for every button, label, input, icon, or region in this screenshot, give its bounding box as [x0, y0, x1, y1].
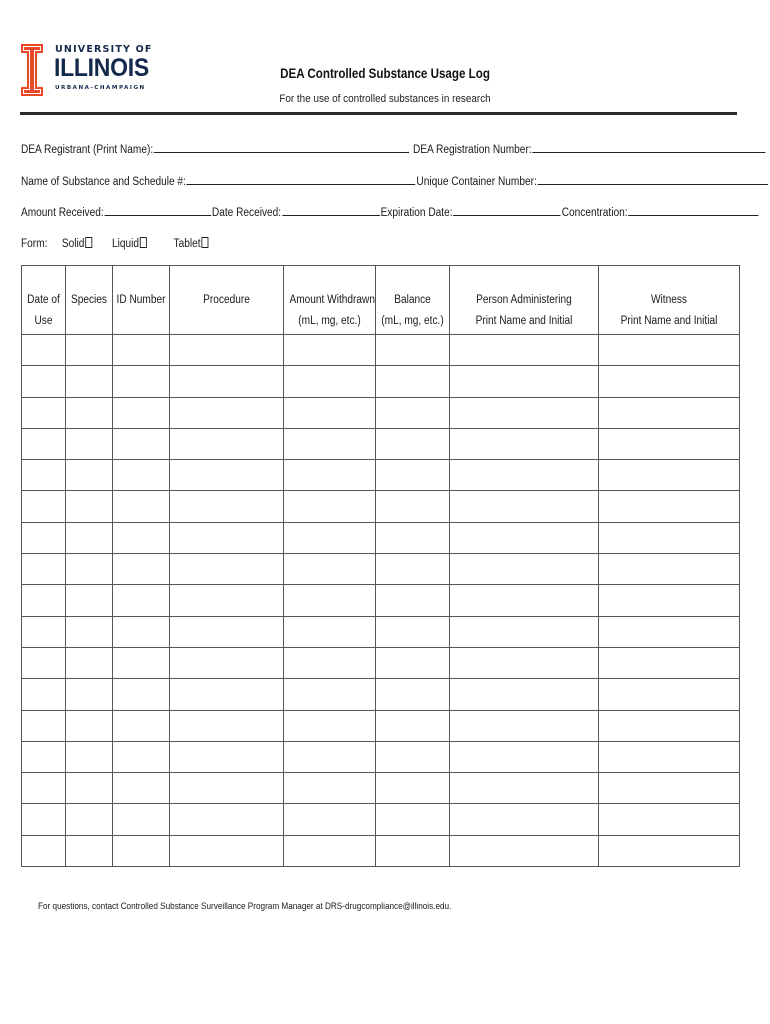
table-cell[interactable] [22, 710, 66, 741]
expiration-label: Expiration Date: [380, 207, 453, 219]
table-cell[interactable] [450, 491, 599, 522]
table-cell[interactable] [22, 616, 66, 647]
table-cell[interactable] [113, 397, 170, 428]
table-cell[interactable] [450, 428, 599, 459]
table-cell[interactable] [284, 585, 376, 616]
substance-label: Name of Substance and Schedule #: [21, 176, 186, 188]
table-cell[interactable] [376, 554, 450, 585]
table-cell[interactable] [376, 460, 450, 491]
table-cell[interactable] [170, 460, 284, 491]
table-cell[interactable] [66, 460, 113, 491]
header-person-administering: Person Administering Print Name and Initial [450, 266, 599, 335]
table-row [22, 679, 740, 710]
header-date-of-use: Date of Use [22, 266, 66, 335]
table-cell[interactable] [599, 679, 740, 710]
table-row [22, 491, 740, 522]
table-cell[interactable] [66, 804, 113, 835]
table-cell[interactable] [66, 773, 113, 804]
table-cell[interactable] [22, 804, 66, 835]
table-cell[interactable] [284, 741, 376, 772]
document-title: DEA Controlled Substance Usage Log [280, 66, 490, 81]
table-cell[interactable] [113, 804, 170, 835]
table-cell[interactable] [113, 491, 170, 522]
table-cell[interactable] [376, 585, 450, 616]
table-cell[interactable] [450, 710, 599, 741]
table-cell[interactable] [170, 335, 284, 366]
table-cell[interactable] [113, 773, 170, 804]
table-cell[interactable] [170, 585, 284, 616]
table-cell[interactable] [599, 397, 740, 428]
table-cell[interactable] [450, 835, 599, 866]
substance-row [21, 173, 769, 188]
table-cell[interactable] [450, 585, 599, 616]
table-cell[interactable] [284, 491, 376, 522]
table-cell[interactable] [170, 554, 284, 585]
tablet-label: Tablet [173, 238, 201, 250]
table-cell[interactable] [450, 460, 599, 491]
table-cell[interactable] [450, 335, 599, 366]
table-cell[interactable] [284, 366, 376, 397]
date-received-field[interactable] [282, 204, 380, 216]
registrant-label: DEA Registrant (Print Name): [21, 144, 154, 156]
table-cell[interactable] [170, 491, 284, 522]
table-cell[interactable] [450, 647, 599, 678]
table-cell[interactable] [376, 741, 450, 772]
table-cell[interactable] [376, 397, 450, 428]
table-cell[interactable] [170, 804, 284, 835]
table-cell[interactable] [376, 679, 450, 710]
table-cell[interactable] [113, 428, 170, 459]
table-cell[interactable] [376, 710, 450, 741]
table-cell[interactable] [284, 460, 376, 491]
table-cell[interactable] [284, 804, 376, 835]
table-cell[interactable] [66, 366, 113, 397]
table-cell[interactable] [450, 679, 599, 710]
table-cell[interactable] [284, 522, 376, 553]
table-row [22, 522, 740, 553]
table-cell[interactable] [66, 335, 113, 366]
amount-row [21, 204, 760, 219]
table-cell[interactable] [113, 366, 170, 397]
table-cell[interactable] [450, 616, 599, 647]
table-cell[interactable] [450, 741, 599, 772]
table-cell[interactable] [113, 585, 170, 616]
usage-log-table [21, 265, 740, 867]
table-cell[interactable] [22, 585, 66, 616]
table-cell[interactable] [450, 804, 599, 835]
table-cell[interactable] [450, 522, 599, 553]
table-cell[interactable] [284, 647, 376, 678]
table-cell[interactable] [113, 835, 170, 866]
table-cell[interactable] [66, 647, 113, 678]
table-cell[interactable] [599, 491, 740, 522]
table-cell[interactable] [450, 397, 599, 428]
table-row [22, 460, 740, 491]
registration-number-field[interactable] [533, 141, 766, 153]
table-body [22, 335, 740, 867]
table-row [22, 366, 740, 397]
header-id-number: ID Number [113, 266, 170, 335]
table-cell[interactable] [22, 397, 66, 428]
container-field[interactable] [538, 173, 769, 185]
table-cell[interactable] [284, 710, 376, 741]
table-cell[interactable] [66, 585, 113, 616]
header-divider [20, 112, 737, 115]
registration-number-label: DEA Registration Number: [412, 144, 532, 156]
table-cell[interactable] [113, 679, 170, 710]
table-cell[interactable] [599, 835, 740, 866]
table-cell[interactable] [599, 710, 740, 741]
table-cell[interactable] [22, 741, 66, 772]
table-cell[interactable] [113, 522, 170, 553]
table-cell[interactable] [376, 366, 450, 397]
container-label: Unique Container Number: [416, 176, 537, 188]
table-row [22, 835, 740, 866]
header-species: Species [66, 266, 113, 335]
table-cell[interactable] [170, 366, 284, 397]
table-row [22, 397, 740, 428]
table-row [22, 773, 740, 804]
table-cell[interactable] [66, 554, 113, 585]
table-cell[interactable] [284, 428, 376, 459]
liquid-checkbox[interactable] [140, 237, 147, 248]
table-header-row [22, 266, 740, 335]
table-cell[interactable] [599, 460, 740, 491]
amount-label: Amount Received: [21, 207, 104, 219]
table-cell[interactable] [113, 616, 170, 647]
table-cell[interactable] [66, 491, 113, 522]
table-cell[interactable] [170, 773, 284, 804]
table-row [22, 710, 740, 741]
table-cell[interactable] [376, 616, 450, 647]
table-cell[interactable] [22, 835, 66, 866]
table-cell[interactable] [22, 679, 66, 710]
table-cell[interactable] [599, 366, 740, 397]
table-cell[interactable] [450, 773, 599, 804]
table-cell[interactable] [66, 397, 113, 428]
date-received-label: Date Received: [211, 207, 282, 219]
table-cell[interactable] [599, 554, 740, 585]
table-cell[interactable] [599, 616, 740, 647]
concentration-label: Concentration: [561, 207, 628, 219]
table-cell[interactable] [599, 335, 740, 366]
table-cell[interactable] [170, 428, 284, 459]
table-cell[interactable] [22, 647, 66, 678]
table-row [22, 804, 740, 835]
table-cell[interactable] [599, 804, 740, 835]
table-cell[interactable] [113, 460, 170, 491]
table-row [22, 616, 740, 647]
logo-university-of: UNIVERSITY OF [55, 44, 153, 55]
table-cell[interactable] [66, 710, 113, 741]
amount-field[interactable] [105, 204, 211, 216]
table-row [22, 554, 740, 585]
header-procedure: Procedure [170, 266, 284, 335]
table-cell[interactable] [170, 647, 284, 678]
table-cell[interactable] [66, 522, 113, 553]
registrant-row [21, 141, 767, 156]
table-cell[interactable] [66, 616, 113, 647]
solid-label: Solid [61, 238, 85, 250]
footer-contact: For questions, contact Controlled Substance Surveillance Program Manager at DRS-drugcompliance@illinois.edu. [38, 901, 452, 912]
table-cell[interactable] [376, 335, 450, 366]
table-cell[interactable] [22, 335, 66, 366]
table-cell[interactable] [22, 428, 66, 459]
table-cell[interactable] [66, 679, 113, 710]
registrant-field[interactable] [154, 141, 409, 153]
table-cell[interactable] [599, 773, 740, 804]
table-cell[interactable] [599, 585, 740, 616]
form-row [21, 237, 208, 250]
table-cell[interactable] [284, 335, 376, 366]
header-witness: Witness Print Name and Initial [599, 266, 740, 335]
table-cell[interactable] [599, 428, 740, 459]
table-cell[interactable] [66, 428, 113, 459]
block-i-icon [21, 44, 43, 96]
tablet-checkbox[interactable] [201, 237, 208, 248]
document-subtitle: For the use of controlled substances in research [279, 93, 491, 105]
table-cell[interactable] [113, 647, 170, 678]
table-row [22, 585, 740, 616]
table-cell[interactable] [284, 773, 376, 804]
table-cell[interactable] [450, 366, 599, 397]
table-cell[interactable] [376, 491, 450, 522]
table-cell[interactable] [376, 804, 450, 835]
table-row [22, 647, 740, 678]
table-cell[interactable] [22, 554, 66, 585]
table-cell[interactable] [284, 554, 376, 585]
table-cell[interactable] [170, 522, 284, 553]
header-balance: Balance (mL, mg, etc.) [376, 266, 450, 335]
table-cell[interactable] [113, 335, 170, 366]
table-cell[interactable] [22, 522, 66, 553]
table-cell[interactable] [376, 773, 450, 804]
table-cell[interactable] [66, 835, 113, 866]
table-cell[interactable] [66, 741, 113, 772]
table-cell[interactable] [284, 616, 376, 647]
table-cell[interactable] [284, 679, 376, 710]
logo-campus: URBANA-CHAMPAIGN [55, 85, 146, 91]
table-cell[interactable] [170, 835, 284, 866]
table-cell[interactable] [376, 647, 450, 678]
table-cell[interactable] [170, 679, 284, 710]
table-cell[interactable] [22, 460, 66, 491]
table-cell[interactable] [170, 710, 284, 741]
solid-checkbox[interactable] [85, 237, 92, 248]
table-cell[interactable] [113, 741, 170, 772]
substance-field[interactable] [187, 173, 416, 185]
table-cell[interactable] [113, 710, 170, 741]
table-cell[interactable] [22, 366, 66, 397]
liquid-label: Liquid [112, 238, 140, 250]
table-row [22, 741, 740, 772]
concentration-field[interactable] [628, 204, 758, 216]
table-cell[interactable] [284, 835, 376, 866]
table-cell[interactable] [170, 741, 284, 772]
table-cell[interactable] [22, 773, 66, 804]
logo-illinois: ILLINOIS [54, 54, 149, 82]
table-row [22, 335, 740, 366]
table-cell[interactable] [450, 554, 599, 585]
table-cell[interactable] [170, 397, 284, 428]
table-cell[interactable] [599, 522, 740, 553]
table-cell[interactable] [113, 554, 170, 585]
table-cell[interactable] [22, 491, 66, 522]
table-cell[interactable] [376, 428, 450, 459]
table-cell[interactable] [170, 616, 284, 647]
header-amount-withdrawn: Amount Withdrawn (mL, mg, etc.) [284, 266, 376, 335]
table-cell[interactable] [599, 741, 740, 772]
table-cell[interactable] [599, 647, 740, 678]
table-cell[interactable] [284, 397, 376, 428]
expiration-field[interactable] [453, 204, 560, 216]
table-row [22, 428, 740, 459]
table-cell[interactable] [376, 522, 450, 553]
table-cell[interactable] [376, 835, 450, 866]
form-label: Form: [21, 238, 48, 250]
